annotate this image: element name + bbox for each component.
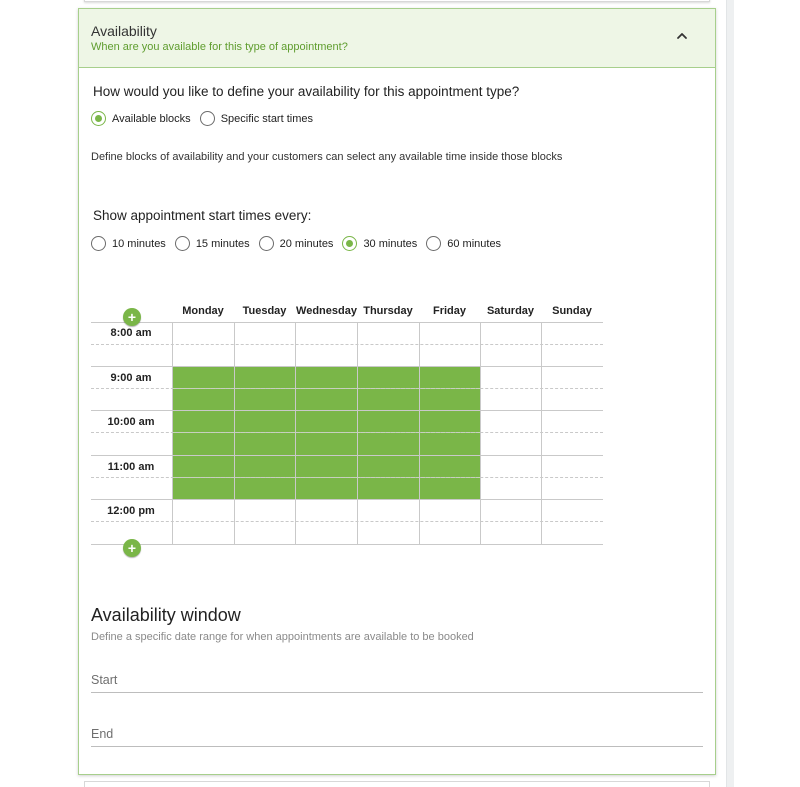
radio-label: Available blocks [112,112,191,125]
weekly-schedule-grid[interactable] [91,303,603,563]
grid-half-hour-line [91,432,603,433]
grid-hour-line [91,410,603,411]
add-earlier-time-button[interactable] [123,308,141,326]
panel-subtitle: When are you available for this type of appointment? [91,41,348,53]
day-header-wednesday: Wednesday [296,305,357,317]
grid-half-hour-line [91,477,603,478]
grid-half-hour-line [91,521,603,522]
end-date-field [91,723,703,747]
end-date-input[interactable] [91,723,703,745]
radio-label: 20 minutes [279,237,334,250]
radio-unchecked-icon[interactable] [175,236,190,251]
availability-type-question: How would you like to define your availability for this appointment type? [93,84,520,99]
radio-15-minutes[interactable] [175,236,250,251]
availability-panel [78,8,716,775]
radio-unchecked-icon[interactable] [259,236,274,251]
grid-day-line [234,322,235,544]
radio-label: 10 minutes [112,237,166,250]
radio-10-minutes[interactable] [91,236,166,251]
grid-hour-line [91,499,603,500]
grid-day-line [357,322,358,544]
grid-hour-line [91,455,603,456]
radio-label: 30 minutes [363,237,418,250]
grid-hour-line [91,366,603,367]
next-card [84,781,710,787]
radio-20-minutes[interactable] [259,236,334,251]
day-header-monday: Monday [182,305,224,317]
radio-label: 15 minutes [195,237,250,250]
day-header-thursday: Thursday [363,305,413,317]
start-date-input[interactable] [91,669,703,691]
availability-type-description: Define blocks of availability and your customers can select any available time inside those blocks [91,151,563,163]
grid-day-line [541,322,542,544]
radio-60-minutes[interactable] [426,236,501,251]
time-label-8am: 8:00 am [110,327,152,339]
start-date-field [91,669,703,693]
day-header-tuesday: Tuesday [242,305,287,317]
availability-window-subtitle: Define a specific date range for when appointments are available to be booked [91,631,474,643]
previous-card [84,0,710,2]
grid-hour-line [91,322,603,323]
availability-panel-header[interactable] [79,9,715,68]
grid-day-line [480,322,481,544]
grid-day-line [419,322,420,544]
radio-checked-icon[interactable] [342,236,357,251]
day-header-friday: Friday [432,305,466,317]
time-label-11am: 11:00 am [107,461,155,473]
radio-30-minutes[interactable] [342,236,417,251]
interval-radio-group [91,236,510,251]
radio-unchecked-icon[interactable] [426,236,441,251]
radio-label: Specific start times [220,112,313,125]
day-header-saturday: Saturday [486,305,535,317]
time-label-9am: 9:00 am [110,372,152,384]
plus-icon: + [127,309,137,325]
radio-available-blocks[interactable] [91,111,191,126]
grid-half-hour-line [91,344,603,345]
add-later-time-button[interactable] [123,539,141,557]
day-header-sunday: Sunday [552,305,592,317]
availability-window-title: Availability window [91,605,241,625]
plus-icon: + [127,540,137,556]
time-label-10am: 10:00 am [107,416,155,428]
availability-type-radio-group [91,111,322,126]
interval-question: Show appointment start times every: [93,208,312,223]
panel-title: Availability [91,23,157,39]
grid-day-line [295,322,296,544]
chevron-up-icon[interactable] [675,29,689,43]
page-scrollbar-rail [726,0,734,787]
radio-checked-icon[interactable] [91,111,106,126]
time-label-12pm: 12:00 pm [107,505,155,517]
grid-day-line [172,322,173,544]
grid-hour-line [91,544,603,545]
grid-half-hour-line [91,388,603,389]
radio-specific-start-times[interactable] [200,111,313,126]
radio-unchecked-icon[interactable] [91,236,106,251]
radio-unchecked-icon[interactable] [200,111,215,126]
radio-label: 60 minutes [447,237,502,250]
